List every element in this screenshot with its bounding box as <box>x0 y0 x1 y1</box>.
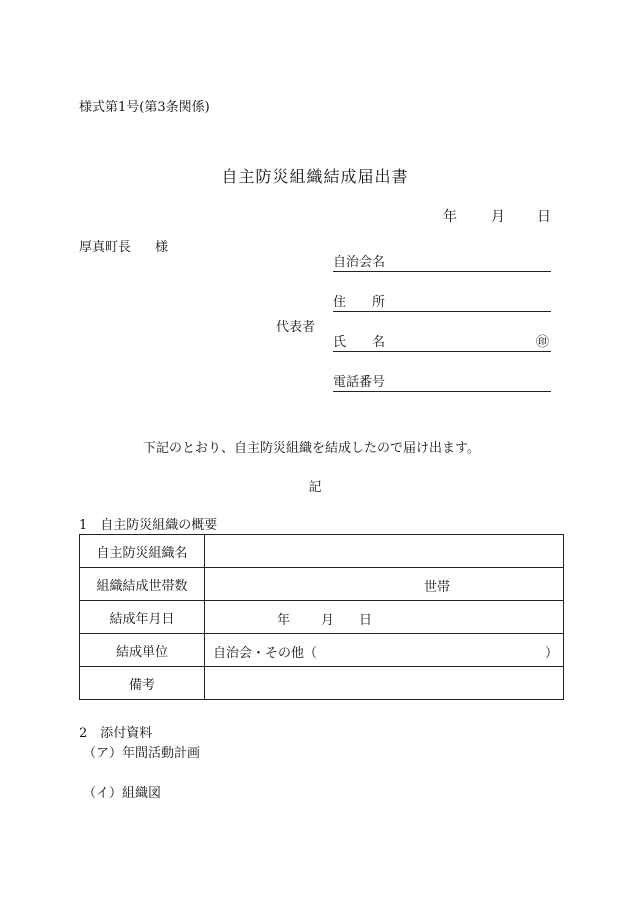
name-label: 氏 名 <box>333 335 386 350</box>
address-label: 住 所 <box>333 295 386 310</box>
ki-marker: 記 <box>308 480 322 495</box>
attachment-item: （ア）年間活動計画 <box>83 746 201 761</box>
table-row <box>80 601 564 634</box>
name-field[interactable] <box>333 333 551 352</box>
page-title: 自主防災組織結成届出書 <box>221 167 409 186</box>
table-row <box>80 634 564 667</box>
addressee-name: 厚真町長 <box>79 240 132 255</box>
date-month-label: 月 <box>491 209 505 225</box>
phone-field[interactable] <box>333 373 551 392</box>
formed-year-label: 年 <box>277 613 291 628</box>
association-name-label: 自治会名 <box>333 255 386 270</box>
seal-icon: ㊞ <box>535 335 549 350</box>
unit-input[interactable] <box>205 634 564 667</box>
addressee-honorific: 様 <box>155 240 169 255</box>
association-name-field[interactable] <box>333 253 551 272</box>
overview-table <box>79 534 564 700</box>
formed-month-label: 月 <box>321 613 335 628</box>
date-year-label: 年 <box>443 209 457 225</box>
unit-options: 自治会・その他（ <box>213 646 318 661</box>
unit-close-paren: ） <box>545 646 559 661</box>
representative-label: 代表者 <box>276 320 316 335</box>
table-row <box>80 568 564 601</box>
phone-label: 電話番号 <box>333 375 386 390</box>
formed-day-label: 日 <box>359 613 373 628</box>
address-field[interactable] <box>333 293 551 312</box>
households-label: 組織結成世帯数 <box>80 568 205 601</box>
addressee <box>79 236 168 255</box>
org-name-input[interactable] <box>205 535 564 568</box>
remarks-input[interactable] <box>205 667 564 700</box>
table-row <box>80 667 564 700</box>
table-row <box>80 535 564 568</box>
households-unit: 世帯 <box>424 580 451 595</box>
form-number: 様式第1号(第3条関係) <box>79 100 210 115</box>
org-name-label: 自主防災組織名 <box>80 535 205 568</box>
section2-heading: 2 添付資料 <box>79 726 153 741</box>
date-day-label: 日 <box>537 209 551 225</box>
section1-heading: 1 自主防災組織の概要 <box>79 518 218 533</box>
intro-text: 下記のとおり、自主防災組織を結成したので届け出ます。 <box>143 441 480 456</box>
unit-label: 結成単位 <box>80 634 205 667</box>
remarks-label: 備考 <box>80 667 205 700</box>
formed-date-input[interactable] <box>205 601 564 634</box>
households-input[interactable] <box>205 568 564 601</box>
attachment-item: （イ）組織図 <box>83 786 162 801</box>
formed-date-label: 結成年月日 <box>80 601 205 634</box>
